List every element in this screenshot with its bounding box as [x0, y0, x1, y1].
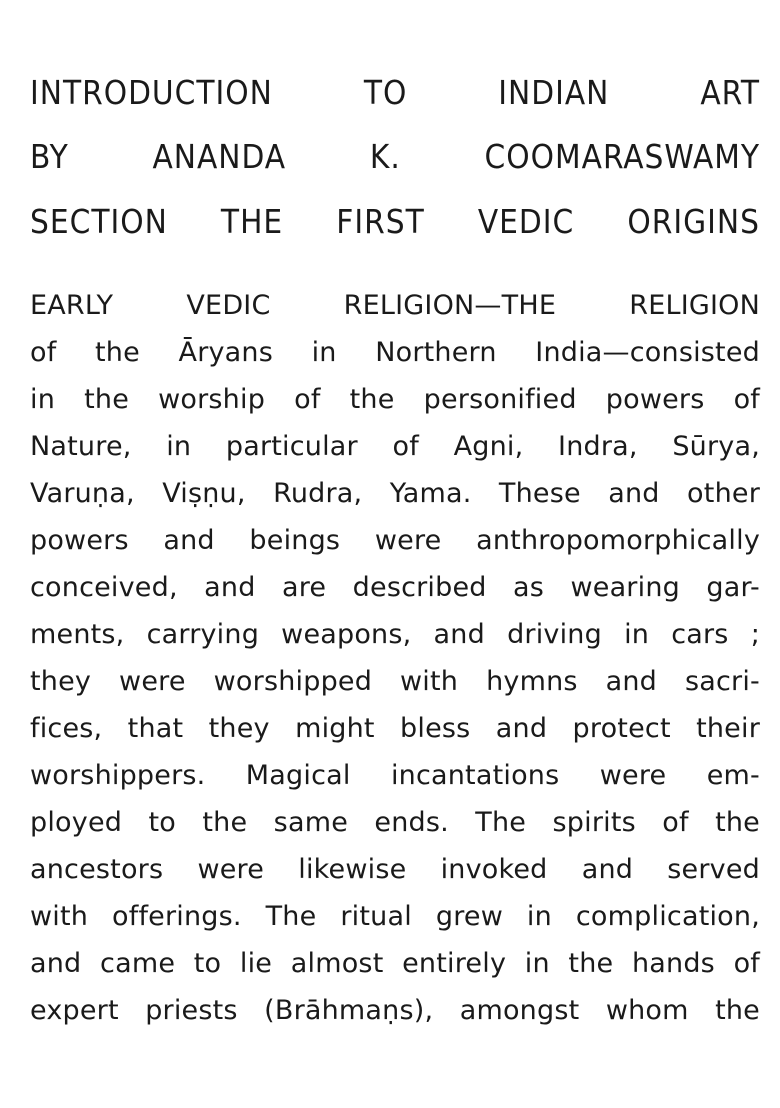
text-line: with offerings. The ritual grew in complication,	[30, 901, 760, 932]
book-title: INTRODUCTION TO INDIAN ART	[30, 73, 760, 112]
text-line: fices, that they might bless and protect their	[30, 713, 760, 744]
text-line: Nature, in particular of Agni, Indra, Sūrya,	[30, 431, 760, 462]
text-line: conceived, and are described as wearing gar-	[30, 572, 760, 603]
author-line: BY ANANDA K. COOMARASWAMY	[30, 137, 760, 176]
text-line: Varuṇa, Viṣṇu, Rudra, Yama. These and other	[30, 478, 760, 509]
text-line: EARLY VEDIC RELIGION—THE RELIGION	[30, 290, 760, 321]
text-line: worshippers. Magical incantations were em-	[30, 760, 760, 791]
text-line: expert priests (Brāhmaṇs), amongst whom the	[30, 995, 760, 1026]
text-line: ployed to the same ends. The spirits of the	[30, 807, 760, 838]
text-line: they were worshipped with hymns and sacri-	[30, 666, 760, 697]
text-line: ancestors were likewise invoked and served	[30, 854, 760, 885]
text-line: in the worship of the personified powers of	[30, 384, 760, 415]
section-heading: SECTION THE FIRST VEDIC ORIGINS	[30, 202, 760, 241]
text-line: and came to lie almost entirely in the hands of	[30, 948, 760, 979]
text-line: powers and beings were anthropomorphically	[30, 525, 760, 556]
text-line: ments, carrying weapons, and driving in cars ;	[30, 619, 760, 650]
text-line: of the Āryans in Northern India—consisted	[30, 337, 760, 368]
